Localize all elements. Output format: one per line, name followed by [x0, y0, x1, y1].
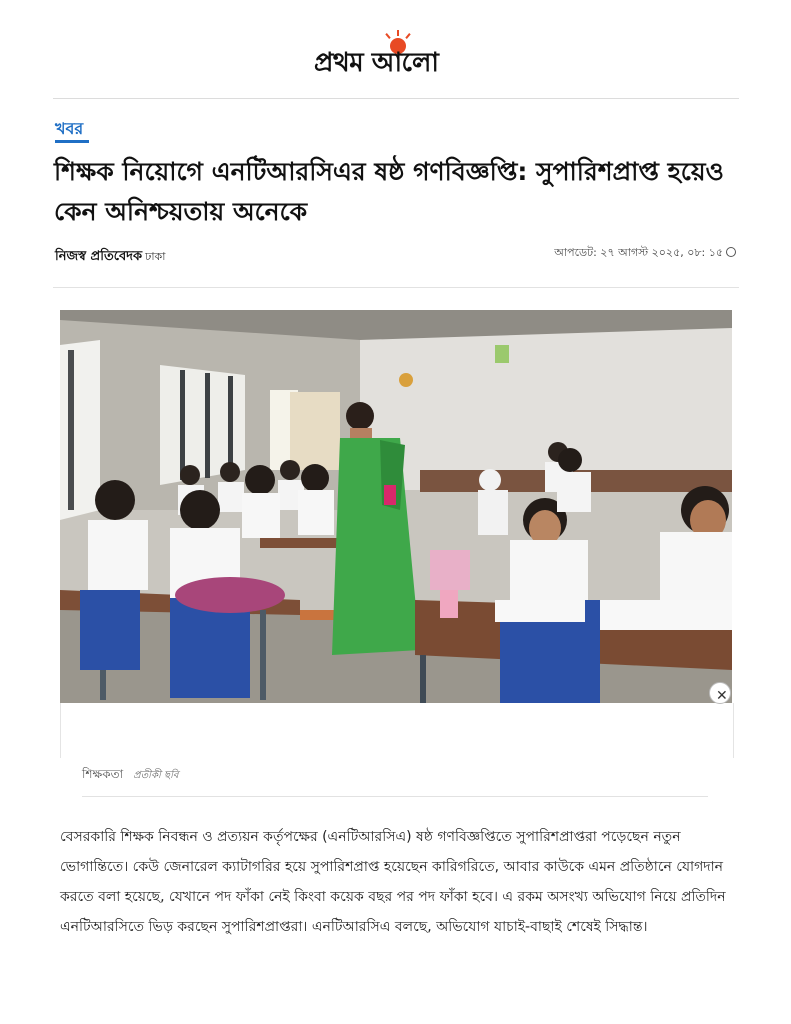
byline-divider [53, 287, 739, 288]
article-photo [60, 310, 732, 703]
header-divider [53, 98, 739, 99]
author-location: ঢাকা [145, 250, 166, 263]
logo-ray [405, 33, 410, 39]
updated-text: আপডেট: ২৭ আগস্ট ২০২৫, ০৮: ১৫ [554, 246, 723, 259]
caption-divider [82, 796, 708, 797]
clock-icon [726, 247, 736, 257]
article-headline: শিক্ষক নিয়োগে এনটিআরসিএর ষষ্ঠ গণবিজ্ঞপ্তি: সুপারিশপ্রাপ্ত হয়েও কেন অনিশ্চয়তায় অনেকে [54, 157, 724, 226]
ad-placeholder [60, 703, 734, 758]
photo-caption [82, 766, 179, 786]
caption-text: শিক্ষকতা [82, 767, 124, 781]
logo-ray [385, 33, 390, 39]
section-underline [55, 140, 89, 143]
logo-ray [397, 30, 399, 36]
section-link[interactable]: খবর [55, 119, 84, 138]
byline [55, 247, 165, 268]
close-ad-button[interactable]: ✕ [709, 682, 731, 704]
logo-text: প্রথম আলো [314, 48, 439, 78]
author-link[interactable]: নিজস্ব প্রতিবেদক [55, 249, 143, 264]
photo-credit: প্রতীকী ছবি [133, 770, 179, 781]
article-body-paragraph: বেসরকারি শিক্ষক নিবন্ধন ও প্রত্যয়ন কর্তৃপক্ষের (এনটিআরসিএ) ষষ্ঠ গণবিজ্ঞপ্তিতে সুপারিশপ্রাপ্তরা পড়েছেন নতুন ভোগান্তিতে। কেউ জেনারেল ক্যাটাগরির হয়ে সুপারিশপ্রাপ্ত হয়েছেন কারিগরিতে, আবার কাউকে এমন প্রতিষ্ঠানে যোগদান করতে বলা হয়েছে, যেখানে পদ ফাঁকা নেই কিংবা কয়েক বছর পর পদ ফাঁকা হবে। এ রকম অসংখ্য অভিযোগ নিয়ে প্রতিদিন এনটিআরসিতে ভিড় করছেন সুপারিশপ্রাপ্তরা। এনটিআরসিএ বলছে, অভিযোগ যাচাই-বাছাই শেষেই সিদ্ধান্ত। [60, 829, 726, 935]
classroom-photo-illustration [60, 310, 732, 703]
masthead [0, 30, 791, 80]
updated-timestamp [554, 244, 736, 263]
